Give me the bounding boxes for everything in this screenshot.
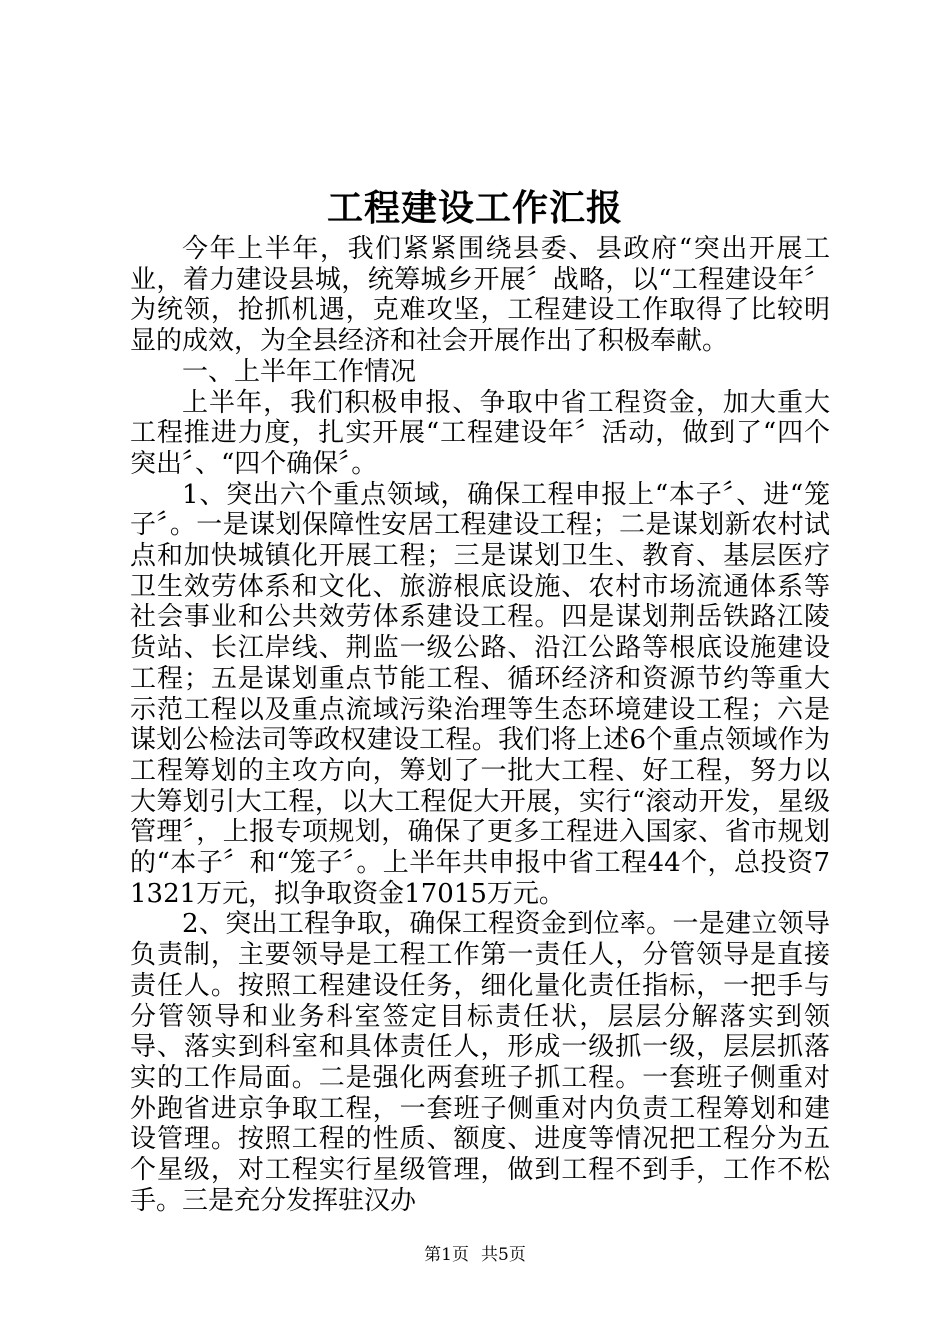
page-number: 第1页 [424, 1245, 469, 1265]
page-total: 共5页 [481, 1245, 526, 1265]
paragraph-point-1: 1、突出六个重点领域，确保工程申报上“本子〞、进“笼子〞。一是谋划保障性安居工程建设工程；二是谋划新农村试点和加快城镇化开展工程；三是谋划卫生、教育、基层医疗卫生效劳体系和文化、旅游根底设施、农村市场流通体系等社会事业和公共效劳体系建设工程。四是谋划荆岳铁路江陵货站、长江岸线、荆监一级公路、沿江公路等根底设施建设工程；五是谋划重点节能工程、循环经济和资源节约等重大示范工程以及重点流域污染治理等生态环境建设工程；六是谋划公检法司等政权建设工程。我们将上述6个重点领域作为工程筹划的主攻方向，筹划了一批大工程、好工程，努力以大筹划引大工程，以大工程促大开展，实行“滚动开发，星级管理〞，上报专项规划，确保了更多工程进入国家、省市规划的“本子〞和“笼子〞。上半年共申报中省工程44个，总投资71321万元，拟争取资金17015万元。 [130, 479, 830, 909]
paragraph-point-2: 2、突出工程争取，确保工程资金到位率。一是建立领导负责制，主要领导是工程工作第一责任人，分管领导是直接责任人。按照工程建设任务，细化量化责任指标，一把手与分管领导和业务科室签定目标责任状，层层分解落实到领导、落实到科室和具体责任人，形成一级抓一级，层层抓落实的工作局面。二是强化两套班子抓工程。一套班子侧重对外跑省进京争取工程，一套班子侧重对内负责工程筹划和建设管理。按照工程的性质、额度、进度等情况把工程分为五个星级，对工程实行星级管理，做到工程不到手，工作不松手。三是充分发挥驻汉办 [130, 909, 830, 1216]
paragraph-overview: 上半年，我们积极申报、争取中省工程资金，加大重大工程推进力度，扎实开展“工程建设年〞活动，做到了“四个突出〞、“四个确保〞。 [130, 387, 830, 479]
section-heading: 一、上半年工作情况 [182, 356, 417, 387]
paragraph-intro: 今年上半年，我们紧紧围绕县委、县政府“突出开展工业，着力建设县城，统筹城乡开展〞战略，以“工程建设年〞为统领，抢抓机遇，克难攻坚，工程建设工作取得了比较明显的成效，为全县经济和社会开展作出了积极奉献。 [130, 234, 830, 357]
page-footer [0, 1243, 950, 1267]
document-title: 工程建设工作汇报 [326, 187, 623, 229]
document-body [130, 234, 830, 1217]
